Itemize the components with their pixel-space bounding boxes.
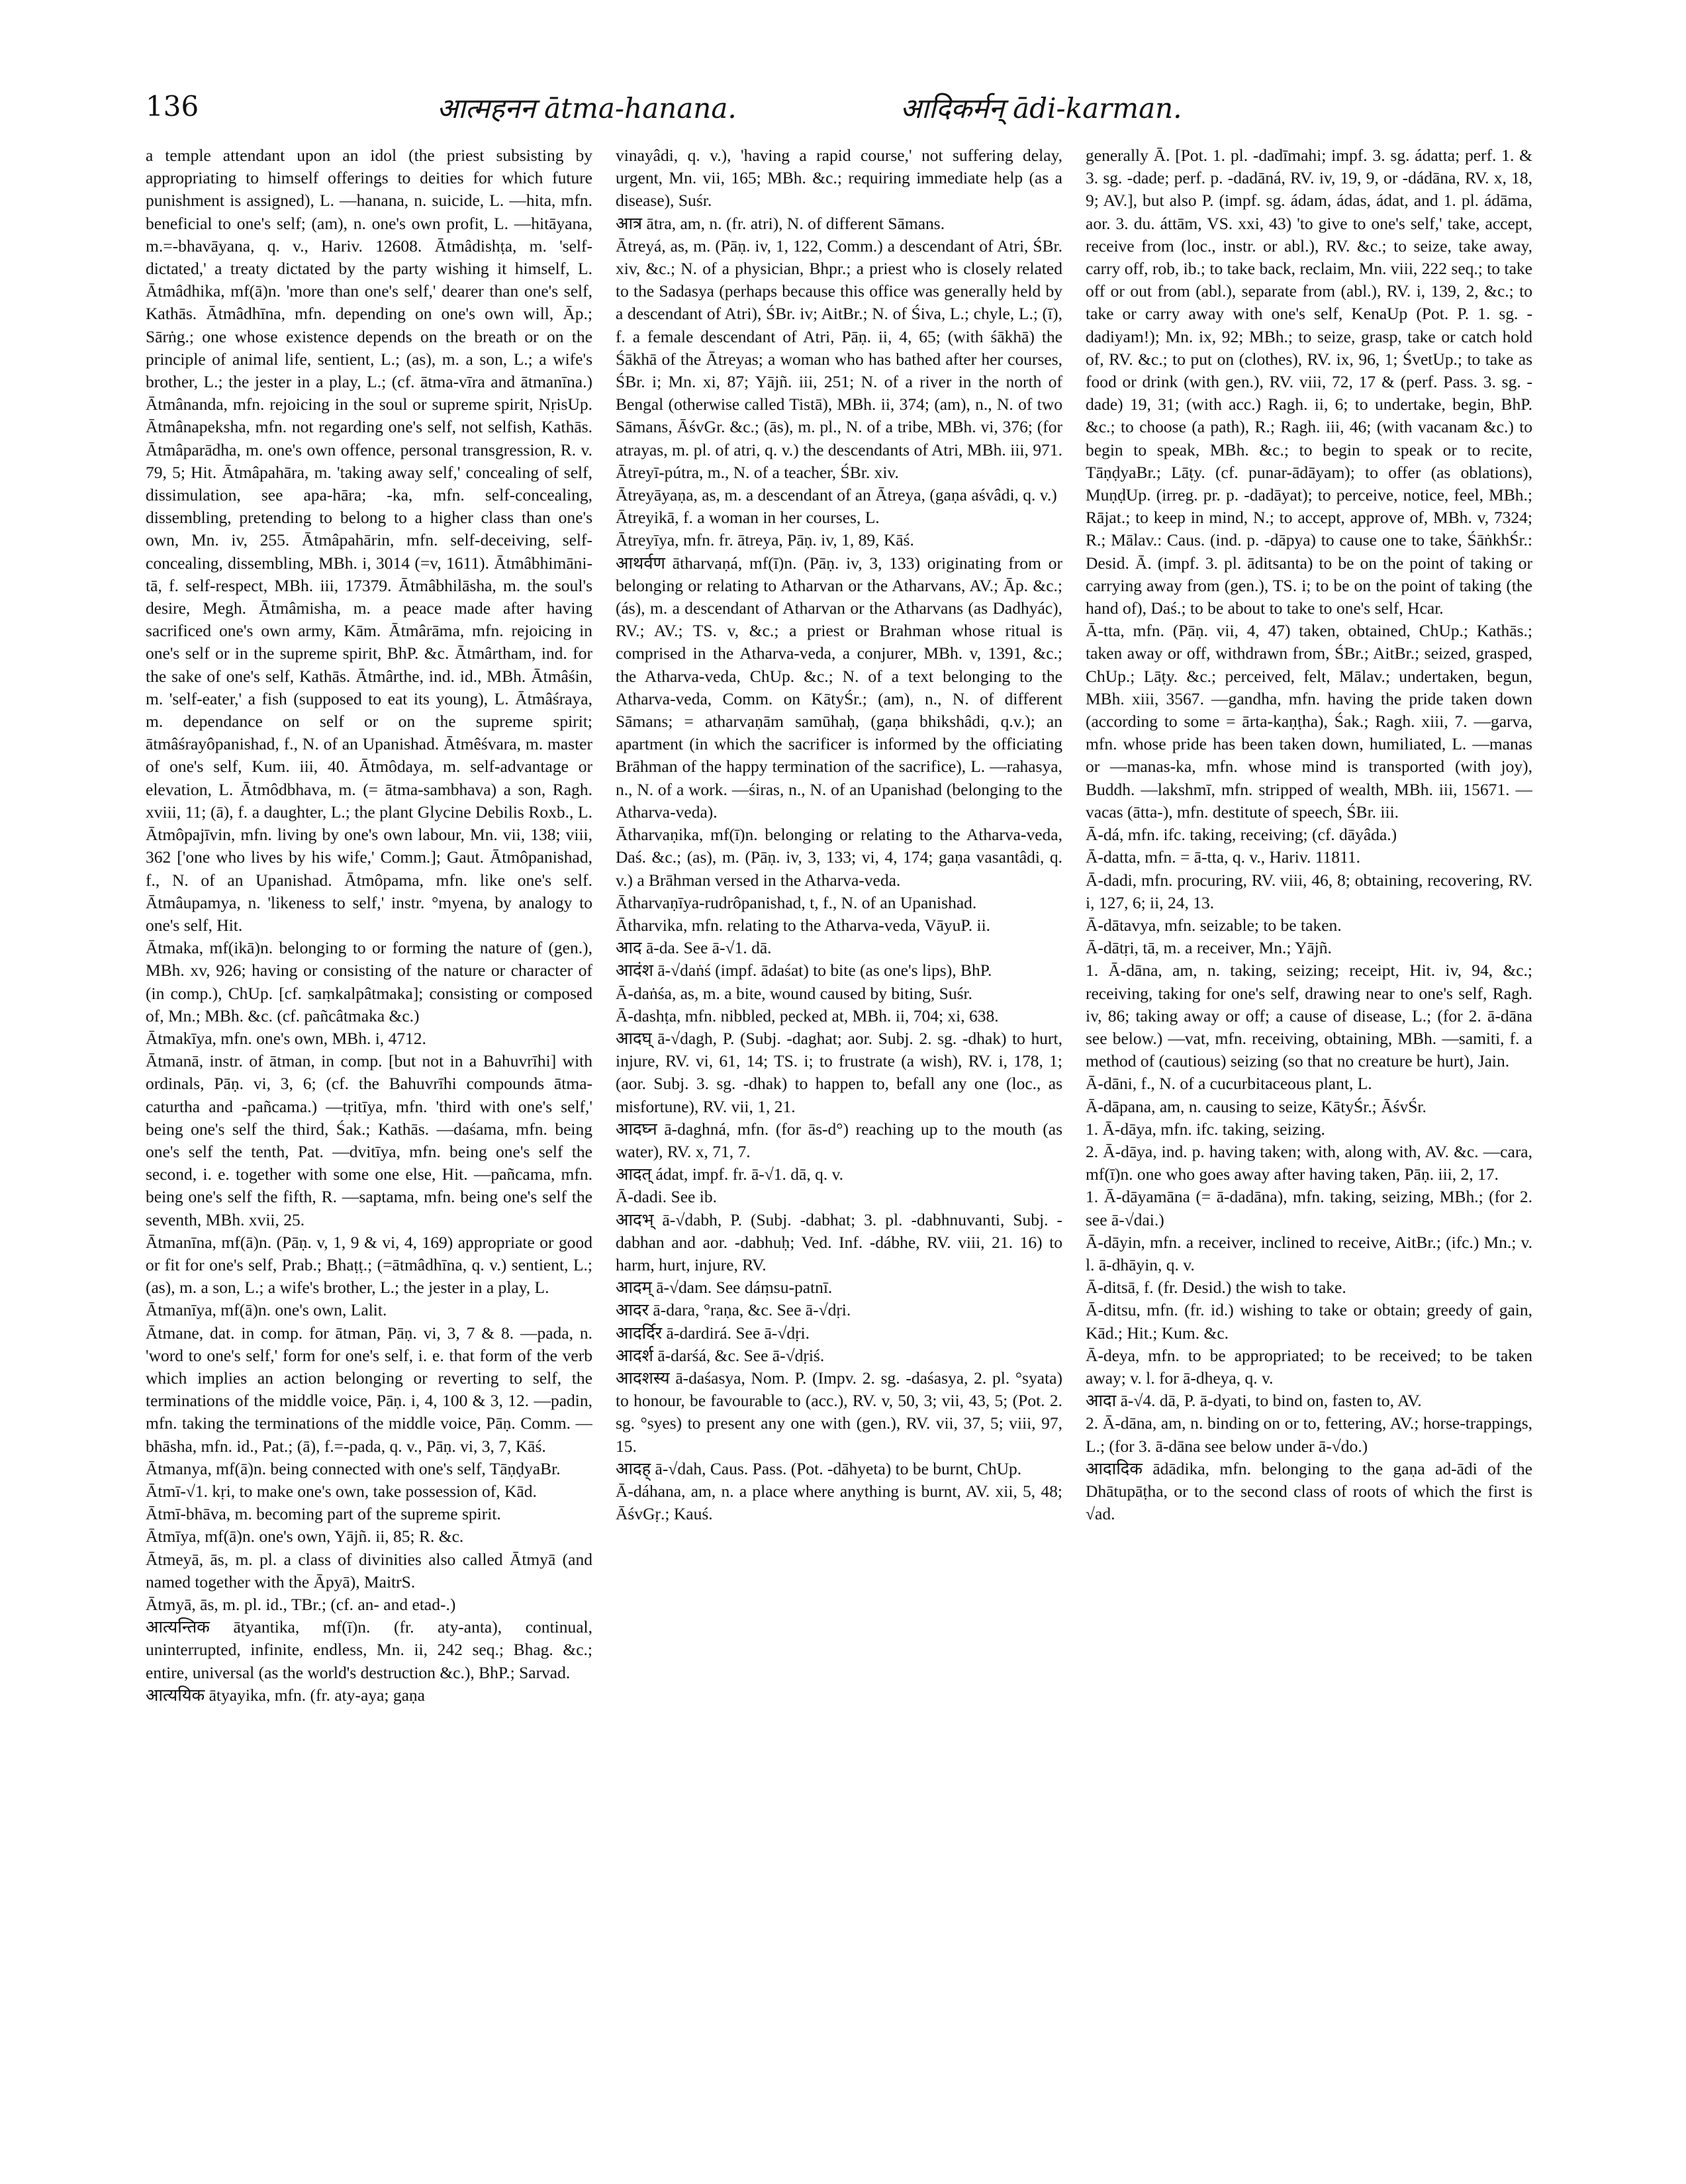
entry: आदर्श ā-darśá, &c. See ā-√dṛiś. bbox=[616, 1345, 825, 1365]
entry: आत्र ātra, am, n. (fr. atri), N. of different Sāmans. bbox=[616, 213, 945, 233]
entry: आत्ययिक ātyayika, mfn. (fr. aty-aya; gaṇa bbox=[146, 1685, 425, 1705]
entry: आदशस्य ā-daśasya, Nom. P. (Impv. 2. sg. -daśasya, 2. pl. °syata) to honour, be favourable to (acc.), RV. v, 50, 3; vii, 43, 5; (Pot. 2. sg. °syes) to present any one with (gen.), RV. vii, 37, 5; viii, 97, 15. bbox=[616, 1368, 1062, 1456]
entry: Ātreyāyaṇa, as, m. a descendant of an Ātreya, (gaṇa aśvâdi, q. v.) bbox=[616, 485, 1057, 505]
entry: Ātmaka, mf(ikā)n. belonging to or forming the nature of (gen.), MBh. xv, 926; having or consisting of the nature or character of (in comp.), ChUp. [cf. saṃkalpâtmaka]; consisting or composed of, Mn.; MBh. &c. (cf. pañcâtmaka &c.) bbox=[146, 938, 592, 1025]
entry: Ātharvaṇīya-rudrôpanishad, t, f., N. of an Upanishad. bbox=[616, 892, 977, 912]
entry: आदभ् ā-√dabh, P. (Subj. -dabhat; 3. pl. -dabhnuvanti, Subj. -dabhan and aor. -dabhuḥ; Ved. Inf. -dábhe, RV. viii, 21. 16) to harm, hurt, injure, RV. bbox=[616, 1210, 1062, 1274]
entry: Ātmeyā, ās, m. pl. a class of divinities also called Ātmyā (and named together with the Āpyā), MaitrS. bbox=[146, 1549, 592, 1591]
entry: Ā-dāpana, am, n. causing to seize, KātyŚr.; ĀśvŚr. bbox=[1086, 1096, 1427, 1116]
entry: Ātharvaṇika, mf(ī)n. belonging or relating to the Atharva-veda, Daś. &c.; (as), m. (Pāṇ. iv, 3, 133; vi, 4, 174; gaṇa vasantâdi, q. v.) a Brāhman versed in the Atharva-veda. bbox=[616, 825, 1062, 890]
entry: आदम् ā-√dam. See dáṃsu-patnī. bbox=[616, 1278, 833, 1298]
entry: Ātmanīna, mf(ā)n. (Pāṇ. v, 1, 9 & vi, 4, 169) appropriate or good or fit for one's self, Prab.; Bhaṭṭ.; (=ātmâdhīna, q. v.) sentient, L.; (as), m. a son, L.; a wife's brother, L.; the jester in a play, L. bbox=[146, 1232, 592, 1298]
entry: 2. Ā-dāya, ind. p. having taken; with, along with, AV. &c. —cara, mf(ī)n. one who goes away after having taken, Pāṇ. iii, 2, 17. bbox=[1086, 1141, 1532, 1184]
entry: Ā-dāni, f., N. of a cucurbitaceous plant, L. bbox=[1086, 1074, 1372, 1094]
entry: a temple attendant upon an idol (the priest subsisting by appropriating to himself offerings to deities for which future punishment is assigned), L. —hanana, n. suicide, L. —hita, mfn. beneficial to one's self; (am), n. one's own profit, L. —hitāyana, m.=-bhavāyana, q. v., Hariv. 12608. Ātmâdishṭa, m. 'self-dictated,' a treaty dictated by the party wishing it himself, L. Ātmâdhika, mf(ā)n. 'more than one's self,' dearer than one's self, Kathās. Ātmâdhīna, mfn. depending on one's own will, Āp.; Sārṅg.; one whose existence depends on the breath or on the principle of animal life, sentient, L.; (as), m. a son, L.; a wife's brother, L.; the jester in a play, L.; (cf. ātma-vīra and ātmanīna.) Ātmânanda, mfn. rejoicing in the soul or supreme spirit, NṛisUp. Ātmânapeksha, mfn. not regarding one's self, not selfish, Kathās. Ātmâparādha, m. one's own offence, personal transgression, R. v. 79, 5; Hit. Ātmâpahāra, m. 'taking away self,' concealing of self, dissimulation, see apa-hāra; -ka, mfn. self-concealing, dissembling, pretending to belong to a higher class than one's own, Mn. iv, 255. Ātmâpahārin, mfn. self-deceiving, self-concealing, dissembling, MBh. i, 3014 (=v, 1611). Ātmâbhimāni-tā, f. self-respect, MBh. iii, 17379. Ātmâbhilāsha, m. the soul's desire, Megh. Ātmâmisha, m. a peace made after having sacrificed one's own army, Kām. Ātmârāma, mfn. rejoicing in one's self or in the supreme spirit, BhP. &c. Ātmârtham, ind. for the sake of one's self, Kathās. Ātmârthe, ind. id., MBh. Ātmâśin, m. 'self-eater,' a fish (supposed to eat its young), L. Ātmâśraya, m. dependance on self or on the supreme spirit; ātmâśrayôpanishad, f., N. of an Upanishad. Ātmêśvara, m. master of one's self, Kum. iii, 40. Ātmôdaya, m. self-advantage or elevation, L. Ātmôdbhava, m. (= ātma-sambhava) a son, Ragh. xviii, 11; (ā), f. a daughter, L.; the plant Glycine Debilis Roxb., L. Ātmôpajīvin, mfn. living by one's own labour, Mn. vii, 138; viii, 362 ['one who lives by his wife,' Comm.]; Gaut. Ātmôpanishad, f., N. of an Upanishad. Ātmôpama, mfn. like one's self. Ātmâupamya, n. 'likeness to self,' instr. °myena, by analogy to one's self, Hit. bbox=[146, 146, 592, 935]
entry: Ā-dadi, mfn. procuring, RV. viii, 46, 8; obtaining, recovering, RV. i, 127, 6; ii, 24, 13. bbox=[1086, 870, 1532, 912]
entry: vinayâdi, q. v.), 'having a rapid course,' not suffering delay, urgent, Mn. vii, 165; MBh. &c.; requiring immediate help (as a disease), Suśr. bbox=[616, 146, 1062, 211]
entry: Ā-dātavya, mfn. seizable; to be taken. bbox=[1086, 915, 1342, 935]
entry: Ātreyá, as, m. (Pāṇ. iv, 1, 122, Comm.) a descendant of Atri, ŚBr. xiv, &c.; N. of a physician, Bhpr.; a priest who is closely related to the Sadasya (perhaps because this office was generally held by a descendant of Atri), ŚBr. iv; AitBr.; N. of Śiva, L.; chyle, L.; (ī), f. a female descendant of Atri, Pāṇ. ii, 4, 65; (with śākhā) the Śākhā of the Ātreyas; a woman who has bathed after her courses, ŚBr. i; Mn. xi, 87; Yājñ. iii, 251; N. of a river in the north of Bengal (otherwise called Tistā), MBh. ii, 374; (am), n., N. of two Sāmans, ĀśvGr. &c.; (ās), m. pl., N. of a tribe, MBh. vi, 376; (for atrayas, m. pl. of atri, q. v.) the descendants of Atri, MBh. iii, 971. Ātreyī-pútra, m., N. of a teacher, ŚBr. xiv. bbox=[616, 236, 1062, 482]
entry: Ātreyīya, mfn. fr. ātreya, Pāṇ. iv, 1, 89, Kāś. bbox=[616, 530, 914, 550]
entry: Ātmakīya, mfn. one's own, MBh. i, 4712. bbox=[146, 1028, 426, 1048]
running-header bbox=[146, 86, 1532, 132]
entry: Ā-dashṭa, mfn. nibbled, pecked at, MBh. ii, 704; xi, 638. bbox=[616, 1006, 999, 1025]
entry: Ātmī-bhāva, m. becoming part of the supreme spirit. bbox=[146, 1504, 501, 1524]
entry: 1. Ā-dāyamāna (= ā-dadāna), mfn. taking, seizing, MBh.; (for 2. see ā-√dai.) bbox=[1086, 1187, 1532, 1229]
entry: Ātharvika, mfn. relating to the Atharva-veda, VāyuP. ii. bbox=[616, 915, 991, 935]
entry: Ātmanya, mf(ā)n. being connected with one's self, TāṇḍyaBr. bbox=[146, 1458, 561, 1478]
entry: आदर्दिर ā-dardirá. See ā-√dṛi. bbox=[616, 1323, 810, 1343]
entry: Ā-dáhana, am, n. a place where anything is burnt, AV. xii, 5, 48; ĀśvGṛ.; Kauś. bbox=[616, 1481, 1062, 1524]
entry: Ātmanīya, mf(ā)n. one's own, Lalit. bbox=[146, 1300, 387, 1320]
text-columns bbox=[146, 144, 1532, 2124]
entry: Ātmīya, mf(ā)n. one's own, Yājñ. ii, 85; R. &c. bbox=[146, 1527, 464, 1546]
entry: Ā-dātṛi, tā, m. a receiver, Mn.; Yājñ. bbox=[1086, 938, 1332, 958]
entry: Ātmane, dat. in comp. for ātman, Pāṇ. vi, 3, 7 & 8. —pada, n. 'word to one's self,' form for one's self, i. e. that form of the verb which implies an action belonging or reverting to self, the terminations of the middle voice, Pāṇ. i, 4, 100 & 3, 12. —padin, mfn. taking the terminations of the middle voice, Pāṇ. Comm. —bhāsha, mfn. id., Pat.; (ā), f.=-pada, q. v., Pāṇ. vi, 3, 7, Kāś. bbox=[146, 1323, 592, 1456]
entry: Ātreyikā, f. a woman in her courses, L. bbox=[616, 508, 880, 528]
entry: आदंश ā-√daṅś (impf. ādaśat) to bite (as one's lips), BhP. bbox=[616, 961, 992, 980]
column-3 bbox=[1086, 144, 1532, 2124]
entry: आथर्वण ātharvaṇá, mf(ī)n. (Pāṇ. iv, 3, 133) originating from or belonging or relating to Atharvan or the Atharvans, AV.; Āp. &c.; (ás), m. a descendant of Atharvan or the Atharvans (as Dadhyác), RV.; AV.; TS. v, &c.; a priest or Brahman whose ritual is comprised in the Atharva-veda, a conjurer, MBh. v, 1391, &c.; the Atharva-veda, ChUp. &c.; N. of a text belonging to the Atharva-veda, Comm. on KātyŚr.; (am), n., N. of different Sāmans; = atharvaṇām samūhaḥ, (gaṇa bhikshâdi, q.v.); an apartment (in which the sacrificer is informed by the officiating Brāhman of the happy termination of the sacrifice), L. —rahasya, n., N. of a work. —śiras, n., N. of an Upanishad (belonging to the Atharva-veda). bbox=[616, 553, 1062, 822]
page-number: 136 bbox=[146, 90, 199, 122]
entry: Ā-tta, mfn. (Pāṇ. vii, 4, 47) taken, obtained, ChUp.; Kathās.; taken away or off, withdrawn from, ŚBr.; AitBr.; seized, grasped, ChUp.; Lāṭy. &c.; perceived, felt, Mālav.; undertaken, begun, MBh. xiii, 3567. —gandha, mfn. having the pride taken down (according to some = ārta-kaṇṭha), Śak.; Ragh. xiii, 7. —garva, mfn. whose pride has been taken down, humiliated, L. —manas or —manas-ka, mfn. whose mind is transported (with joy), Buddh. —lakshmī, mfn. stripped of wealth, MBh. iii, 15671. —vacas (ātta-), mfn. destitute of speech, ŚBr. iii. bbox=[1086, 621, 1532, 822]
entry: आदघ् ā-√dagh, P. (Subj. -daghat; aor. Subj. 2. sg. -dhak) to hurt, injure, RV. vi, 61, 14; TS. i; to frustrate (a wish), RV. i, 178, 1; (aor. Subj. 3. sg. -dhak) to happen to, befall any one (loc., as misfortune), RV. vii, 1, 21. bbox=[616, 1028, 1062, 1116]
column-2 bbox=[616, 144, 1062, 2124]
entry: Ā-ditsā, f. (fr. Desid.) the wish to take. bbox=[1086, 1278, 1346, 1298]
entry: आदा ā-√4. dā, P. ā-dyati, to bind on, fasten to, AV. bbox=[1086, 1391, 1422, 1411]
entry: Ā-dāyin, mfn. a receiver, inclined to receive, AitBr.; (ifc.) Mn.; v. l. ā-dhāyin, q. v. bbox=[1086, 1232, 1532, 1274]
entry: 1. Ā-dāya, mfn. ifc. taking, seizing. bbox=[1086, 1119, 1325, 1139]
entry: Ātmyā, ās, m. pl. id., TBr.; (cf. an- and etad-.) bbox=[146, 1595, 456, 1614]
entry: आद ā-da. See ā-√1. dā. bbox=[616, 938, 772, 958]
entry: Ā-deya, mfn. to be appropriated; to be received; to be taken away; v. l. for ā-dheya, q. v. bbox=[1086, 1345, 1532, 1388]
entry: आत्यन्तिक ātyantika, mf(ī)n. (fr. aty-anta), continual, uninterrupted, infinite, endless, Mn. ii, 242 seq.; Bhag. &c.; entire, universal (as the world's destruction &c.), BhP.; Sarvad. bbox=[146, 1617, 592, 1682]
entry: Ā-daṅśa, as, m. a bite, wound caused by biting, Suśr. bbox=[616, 983, 972, 1003]
entry: Ātmanā, instr. of ātman, in comp. [but not in a Bahuvrīhi] with ordinals, Pāṇ. vi, 3, 6; (cf. the Bahuvrīhi compounds ātma-caturtha and -pañcama.) —tṛitīya, mfn. 'third with one's self,' being one's self the third, Śak.; Kathās. —daśama, mfn. being one's self the tenth, Pat. —dvitīya, mfn. being one's self the second, i. e. together with some one else, Hit. —pañcama, mfn. being one's self the fifth, R. —saptama, mfn. being one's self the seventh, MBh. xvii, 25. bbox=[146, 1051, 592, 1229]
left-guide-word: आत्महनन ātma-hanana. bbox=[437, 92, 737, 124]
entry: आदादिक ādādika, mfn. belonging to the gaṇa ad-ādi of the Dhātupāṭha, or to the second class of roots of which the first is √ad. bbox=[1086, 1458, 1532, 1524]
dictionary-page bbox=[146, 86, 1532, 2125]
entry: 1. Ā-dāna, am, n. taking, seizing; receipt, Hit. iv, 94, &c.; receiving, taking for one's self, drawing near to one's self, Ragh. iv, 86; taking away or off; a cause of disease, L.; (for 2. ā-dāna see below.) —vat, mfn. receiving, obtaining, MBh. —samiti, f. a method of (cautious) seizing (so that no creature be hurt), Jain. bbox=[1086, 961, 1532, 1071]
right-guide-word: आदिकर्मन् ādi-karman. bbox=[900, 92, 1182, 124]
entry: Ātmī-√1. kṛi, to make one's own, take possession of, Kād. bbox=[146, 1481, 537, 1501]
column-1 bbox=[146, 144, 592, 2124]
entry: आदर ā-dara, °raṇa, &c. See ā-√dṛi. bbox=[616, 1300, 851, 1320]
entry: Ā-dá, mfn. ifc. taking, receiving; (cf. dāyâda.) bbox=[1086, 825, 1397, 845]
entry: आदत् ádat, impf. fr. ā-√1. dā, q. v. bbox=[616, 1164, 844, 1184]
entry: Ā-dadi. See ib. bbox=[616, 1187, 717, 1207]
entry: Ā-datta, mfn. = ā-tta, q. v., Hariv. 11811. bbox=[1086, 847, 1360, 867]
entry: generally Ā. [Pot. 1. pl. -dadīmahi; impf. 3. sg. ádatta; perf. 1. & 3. sg. -dade; perf. p. -dadāná, RV. iv, 19, 9, or -dádāna, RV. x, 18, 9; AV.], but also P. (impf. sg. ádam, ádas, ádat, and 1. pl. ádāma, aor. 3. du. áttām, VS. xxi, 43) 'to give to one's self,' take, accept, receive from (loc., instr. or abl.), RV. &c.; to seize, take away, carry off, rob, ib.; to take back, reclaim, Mn. viii, 222 seq.; to take off or out from (abl.), separate from (abl.), RV. i, 139, 2, &c.; to take or carry away with one's self, KenaUp (Pot. P. 1. sg. -dadiyam!); Mn. ix, 92; MBh.; to seize, grasp, take or catch hold of, RV. &c.; to put on (clothes), RV. ix, 96, 1; ŚvetUp.; to take as food or drink (with gen.), RV. viii, 72, 17 & (perf. Pass. 3. sg. -dade) 19, 31; (with acc.) Ragh. ii, 6; to undertake, begin, BhP. &c.; to choose (a path), R.; Ragh. iii, 46; (with vacanam &c.) to begin to speak, MBh. &c.; to begin to speak or to recite, TāṇḍyaBr.; Lāṭy. (cf. punar-ādāyam); to offer (as oblations), MuṇḍUp. (irreg. pr. p. -dadāyat); to perceive, notice, feel, MBh.; Rājat.; to keep in mind, N.; to accept, approve of, MBh. v, 7324; R.; Mālav.: Caus. (ind. p. -dāpya) to cause one to take, ŚāṅkhŚr.: Desid. Ā. (impf. 3. pl. āditsanta) to be on the point of taking or carrying away from (gen.), TS. i; to be on the point of taking (the hand of), Daś.; to be about to take to one's self, Hcar. bbox=[1086, 146, 1532, 618]
entry: 2. Ā-dāna, am, n. binding on or to, fettering, AV.; horse-trappings, L.; (for 3. ā-dāna see below under ā-√do.) bbox=[1086, 1413, 1532, 1456]
entry: आदघ्न ā-daghná, mfn. (for ās-d°) reaching up to the mouth (as water), RV. x, 71, 7. bbox=[616, 1119, 1062, 1161]
entry: आदह् ā-√dah, Caus. Pass. (Pot. -dāhyeta) to be burnt, ChUp. bbox=[616, 1458, 1022, 1478]
entry: Ā-ditsu, mfn. (fr. id.) wishing to take or obtain; greedy of gain, Kād.; Hit.; Kum. &c. bbox=[1086, 1300, 1532, 1343]
